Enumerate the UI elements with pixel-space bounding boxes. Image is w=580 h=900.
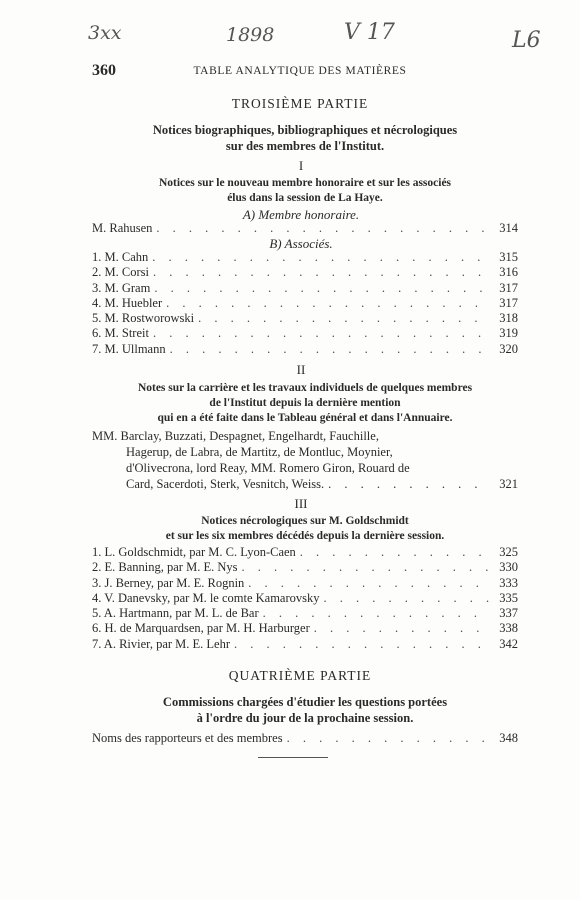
section-3-heading-line-1: Notices nécrologiques sur M. Goldschmidt bbox=[201, 515, 409, 527]
toc-entry-page: 317 bbox=[499, 280, 518, 295]
toc-entry-label: M. Rahusen bbox=[92, 221, 153, 235]
toc-entry[interactable] bbox=[92, 250, 518, 265]
leader-dots bbox=[324, 591, 490, 606]
toc-entry[interactable] bbox=[92, 221, 518, 236]
leader-dots bbox=[263, 606, 490, 621]
toc-list-associes bbox=[92, 250, 518, 357]
handwritten-note-3: V 17 bbox=[344, 20, 395, 45]
leader-dots bbox=[287, 731, 490, 746]
page-number: 360 bbox=[92, 62, 116, 79]
toc-entry-page: 330 bbox=[499, 560, 518, 575]
toc-entry-label: 4. M. Huebler bbox=[92, 295, 163, 310]
member-list-line: MM. Barclay, Buzzati, Despagnet, Engelhardt, Fauchille, bbox=[92, 429, 379, 443]
closing-rule bbox=[258, 757, 328, 758]
toc-entry-label: 3. J. Berney, par M. E. Rognin bbox=[92, 575, 245, 590]
leader-dots bbox=[153, 326, 490, 341]
toc-entry-page: 317 bbox=[499, 295, 518, 310]
leader-dots bbox=[153, 265, 490, 280]
handwritten-note-4: L6 bbox=[512, 28, 541, 53]
part-3-subtitle-line-2: sur des membres de l'Institut. bbox=[225, 139, 385, 153]
toc-entry[interactable] bbox=[92, 731, 518, 746]
section-1-heading-line-1: Notices sur le nouveau membre honoraire et sur les associés bbox=[158, 177, 452, 189]
toc-entry[interactable] bbox=[92, 311, 518, 326]
toc-entry[interactable] bbox=[92, 545, 518, 560]
toc-entry-label: 5. M. Rostworowski bbox=[92, 311, 195, 326]
toc-entry[interactable] bbox=[92, 621, 518, 636]
toc-entry-label: 7. M. Ullmann bbox=[92, 341, 166, 356]
toc-entry-label: 6. M. Streit bbox=[92, 326, 149, 341]
toc-list-necrologies bbox=[92, 545, 518, 652]
toc-entry-page: 314 bbox=[499, 221, 518, 235]
toc-entry[interactable] bbox=[92, 606, 518, 621]
leader-dots bbox=[166, 296, 490, 311]
toc-entry-label: 6. H. de Marquardsen, par M. H. Harburger bbox=[92, 621, 310, 636]
toc-entry-page: 315 bbox=[499, 250, 518, 264]
toc-entry-label: 1. M. Cahn bbox=[92, 250, 149, 264]
toc-entry-page: 316 bbox=[499, 265, 518, 280]
toc-entry[interactable] bbox=[92, 281, 518, 296]
toc-entry-page: 338 bbox=[499, 621, 518, 636]
toc-entry-label: 2. E. Banning, par M. E. Nys bbox=[92, 560, 238, 575]
leader-dots bbox=[314, 621, 490, 636]
member-list-line-text: Card, Sacerdoti, Sterk, Vesnitch, Weiss. bbox=[126, 477, 325, 491]
toc-entry-page: 320 bbox=[499, 341, 518, 356]
leader-dots bbox=[248, 576, 490, 591]
toc-entry-label: 5. A. Hartmann, par M. L. de Bar bbox=[92, 606, 259, 621]
section-2-member-list bbox=[92, 428, 518, 492]
part-4-subtitle-line-1: Commissions chargées d'étudier les questions portées bbox=[162, 695, 448, 709]
handwritten-note-2: 1898 bbox=[226, 24, 275, 46]
section-1-heading-line-2: élus dans la session de La Haye. bbox=[227, 192, 383, 204]
toc-entry-page: 342 bbox=[499, 636, 518, 651]
leader-dots bbox=[300, 545, 490, 560]
section-1-heading bbox=[90, 176, 520, 206]
toc-entry-label: 3. M. Gram bbox=[92, 280, 151, 295]
toc-entry-label: 1. L. Goldschmidt, par M. C. Lyon-Caen bbox=[92, 545, 296, 559]
toc-entry[interactable] bbox=[92, 560, 518, 575]
leader-dots bbox=[234, 637, 490, 652]
leader-dots bbox=[328, 476, 490, 492]
toc-entry[interactable] bbox=[92, 591, 518, 606]
leader-dots bbox=[198, 311, 490, 326]
subheading-associes: B) Associés. bbox=[269, 236, 333, 251]
section-2-heading-line-2: de l'Institut depuis la dernière mention bbox=[209, 397, 401, 409]
section-1-numeral: I bbox=[298, 158, 304, 173]
toc-entry[interactable] bbox=[92, 326, 518, 341]
section-3-heading bbox=[90, 514, 520, 544]
toc-list-commissions bbox=[92, 731, 518, 746]
section-2-heading-line-3: qui en a été faite dans le Tableau général et dans l'Annuaire. bbox=[157, 412, 453, 424]
leader-dots bbox=[152, 250, 490, 265]
toc-entry-page: 333 bbox=[499, 575, 518, 590]
toc-entry-page: 325 bbox=[499, 545, 518, 559]
part-3-subtitle bbox=[90, 122, 520, 154]
toc-entry[interactable] bbox=[92, 576, 518, 591]
member-list-last-line[interactable] bbox=[92, 476, 518, 492]
leader-dots bbox=[241, 560, 490, 575]
leader-dots bbox=[154, 281, 490, 296]
leader-dots bbox=[170, 342, 490, 357]
handwritten-note-1: 3xx bbox=[88, 22, 122, 44]
toc-list-honoraire bbox=[92, 221, 518, 236]
toc-entry[interactable] bbox=[92, 265, 518, 280]
part-4-title: QUATRIÈME PARTIE bbox=[228, 668, 372, 683]
running-head: TABLE ANALYTIQUE DES MATIÈRES bbox=[193, 65, 407, 77]
toc-entry-page: 335 bbox=[499, 590, 518, 605]
toc-entry-page: 318 bbox=[499, 311, 518, 326]
toc-entry-label: 2. M. Corsi bbox=[92, 265, 149, 280]
section-2-heading-line-1: Notes sur la carrière et les travaux individuels de quelques membres bbox=[137, 382, 473, 394]
section-3-heading-line-2: et sur les six membres décédés depuis la dernière session. bbox=[165, 530, 445, 542]
part-4-subtitle-line-2: à l'ordre du jour de la prochaine session. bbox=[196, 711, 414, 725]
toc-entry-label: Noms des rapporteurs et des membres bbox=[92, 731, 283, 745]
toc-entry[interactable] bbox=[92, 296, 518, 311]
subheading-membre-honoraire: A) Membre honoraire. bbox=[242, 207, 360, 222]
part-3-title: TROISIÈME PARTIE bbox=[231, 96, 369, 111]
member-list-line: Hagerup, de Labra, de Martitz, de Montluc, Moynier, bbox=[126, 445, 393, 459]
part-3-subtitle-line-1: Notices biographiques, bibliographiques et nécrologiques bbox=[152, 123, 458, 137]
leader-dots bbox=[156, 221, 490, 236]
toc-entry-page: 319 bbox=[499, 326, 518, 341]
member-list-line: d'Olivecrona, lord Reay, MM. Romero Giron, Rouard de bbox=[126, 461, 410, 475]
member-list-page: 321 bbox=[499, 477, 518, 491]
section-3-numeral: III bbox=[294, 496, 308, 511]
toc-entry-label: 7. A. Rivier, par M. E. Lehr bbox=[92, 636, 231, 651]
toc-entry[interactable] bbox=[92, 637, 518, 652]
toc-entry-page: 348 bbox=[499, 731, 518, 745]
section-2-heading bbox=[90, 381, 520, 426]
toc-entry[interactable] bbox=[92, 342, 518, 357]
toc-entry-page: 337 bbox=[499, 606, 518, 621]
toc-entry-label: 4. V. Danevsky, par M. le comte Kamarovsky bbox=[92, 590, 320, 605]
part-4-subtitle bbox=[90, 694, 520, 726]
section-2-numeral: II bbox=[296, 362, 306, 377]
